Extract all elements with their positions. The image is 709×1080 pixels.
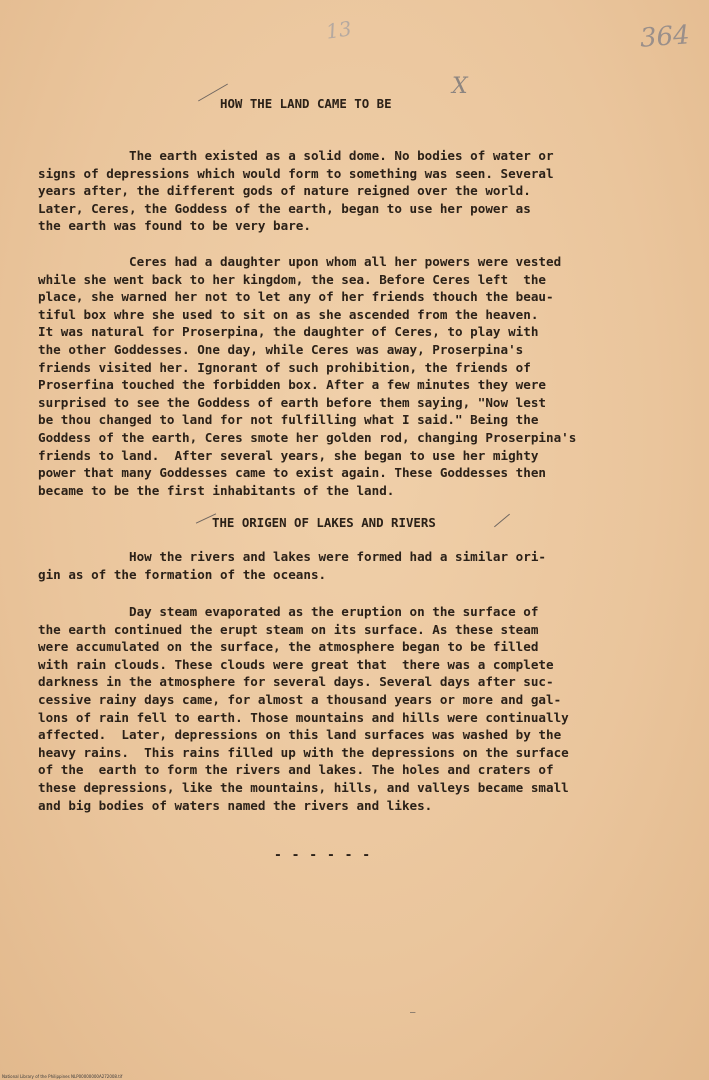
text-line: cessive rainy days came, for almost a thousand years or more and gal-: [38, 692, 562, 707]
text-line: years after, the different gods of nature reigned over the world.: [38, 183, 531, 199]
text-line: while she went back to her kingdom, the sea. Before Ceres left the: [38, 271, 546, 287]
text-line: Later, Ceres, the Goddess of the earth, began to use her power as: [38, 200, 531, 216]
text-line: darkness in the atmosphere for several days. Several days after suc-: [38, 674, 554, 690]
text-line: the earth continued the erupt steam on its surface. As these steam: [38, 621, 539, 637]
title-land: HOW THE LAND CAME TO BE: [220, 96, 392, 111]
pencil-mark: [494, 514, 510, 528]
text-line: heavy rains. This rains filled up with the depressions on the surface: [38, 744, 569, 760]
text-line: surprised to see the Goddess of earth before them saying, "Now lest: [38, 394, 546, 410]
handwritten-x-mark: X: [452, 74, 468, 99]
text-line: friends visited her. Ignorant of such prohibition, the friends of: [38, 359, 531, 375]
text-line: The earth existed as a solid dome. No bodies of water or: [38, 148, 554, 163]
text-line: It was natural for Proserpina, the daughter of Ceres, to play with: [38, 324, 539, 340]
text-line: gin as of the formation of the oceans.: [38, 566, 327, 582]
end-separator: - - - - - -: [274, 848, 372, 863]
text-line: friends to land. After several years, she began to use her mighty: [38, 447, 539, 463]
title-lakes-rivers: THE ORIGEN OF LAKES AND RIVERS: [212, 515, 436, 530]
text-line: were accumulated on the surface, the atmosphere began to be filled: [38, 639, 539, 655]
text-line: Ceres had a daughter upon whom all her powers were vested: [38, 254, 562, 269]
text-line: signs of depressions which would form to something was seen. Several: [38, 165, 554, 181]
text-line: with rain clouds. These clouds were great that there was a complete: [38, 656, 554, 672]
text-line: Day steam evaporated as the eruption on the surface of: [38, 604, 539, 619]
text-line: and big bodies of waters named the rivers and likes.: [38, 797, 433, 813]
text-line: tiful box whre she used to sit on as she ascended from the heaven.: [38, 306, 539, 322]
text-line: be thou changed to land for not fulfilling what I said." Being the: [38, 412, 539, 428]
text-line: Proserfina touched the forbidden box. After a few minutes they were: [38, 377, 546, 393]
text-line: these depressions, like the mountains, hills, and valleys became small: [38, 780, 569, 795]
text-line: affected. Later, depressions on this land surfaces was washed by the: [38, 727, 562, 743]
text-line: of the earth to form the rivers and lakes. The holes and craters of: [38, 762, 554, 778]
text-line: the other Goddesses. One day, while Ceres was away, Proserpina's: [38, 342, 524, 357]
scan-footer: National Library of the Philippines NLP00000000A272008.tif: [2, 1074, 123, 1079]
text-line: How the rivers and lakes were formed had a similar ori-: [38, 549, 546, 564]
text-line: place, she warned her not to let any of her friends thouch the beau-: [38, 289, 554, 305]
text-line: the earth was found to be very bare.: [38, 218, 311, 234]
text-line: power that many Goddesses came to exist again. These Goddesses then: [38, 465, 546, 481]
text-line: became to be the first inhabitants of the land.: [38, 482, 395, 498]
handwritten-number: 13: [324, 16, 353, 44]
text-line: Goddess of the earth, Ceres smote her golden rod, changing Proserpina's: [38, 430, 577, 445]
pencil-mark: —: [410, 1008, 416, 1018]
handwritten-page-number: 364: [639, 20, 691, 54]
text-line: lons of rain fell to earth. Those mountains and hills were continually: [38, 709, 569, 725]
